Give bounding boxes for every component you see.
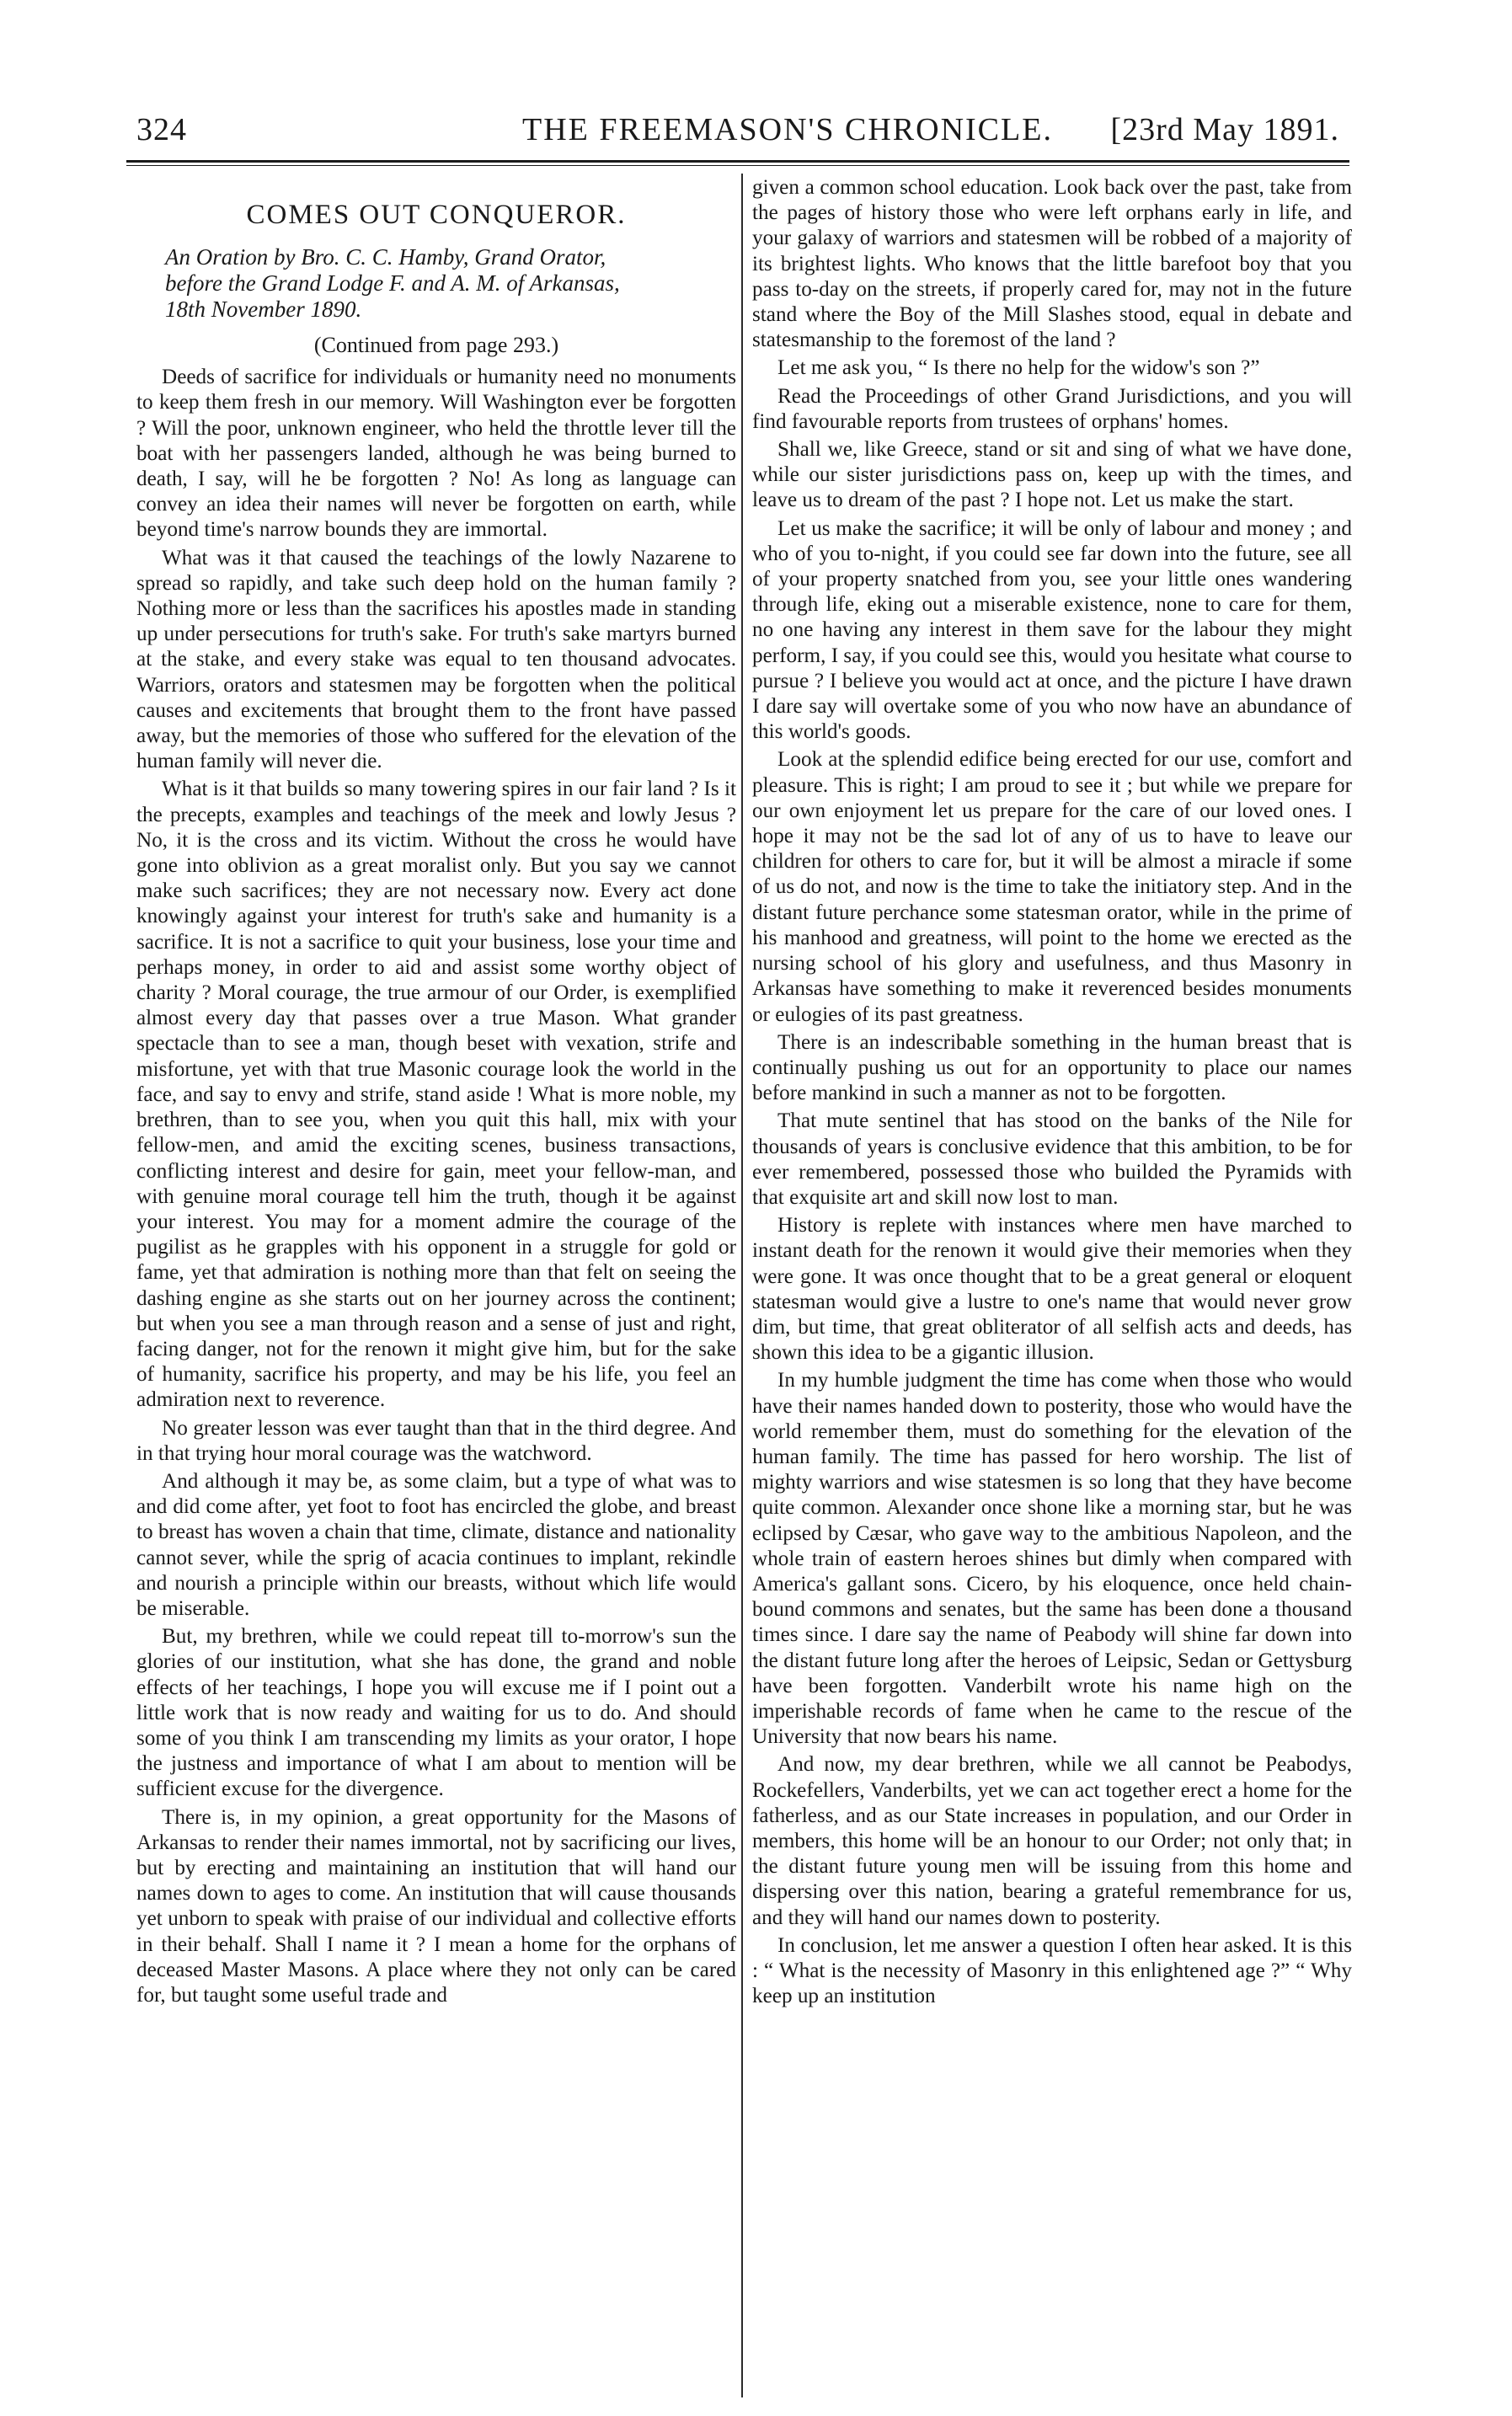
header-rule [126, 160, 1349, 163]
paragraph: Look at the splendid edifice being erected for our use, comfort and pleasure. This is right; I am proud to see it ; but while we prepare for our own enjoyment let us prepare for the care of our loved ones. I hope it may not be the sad lot of any of us to have to leave our children for others to care for, but it will be almost a miracle if some of us do not, and now is the time to take the initiatory step. And in the distant future perchance some statesman orator, while in the prime of his manhood and greatness, will point to the home we erected as the nursing school of his glory and usefulness, and thus Masonry in Arkansas have something to make it reverenced besides monuments or eulogies of its past greatness. [752, 748, 1352, 1026]
paragraph: There is an indescribable something in the human breast that is continually pushing us out for an opportunity to place our names before mankind in such a manner as not to be forgotten. [752, 1030, 1352, 1105]
paragraph: What was it that caused the teachings of the lowly Nazarene to spread so rapidly, and take such deep hold on the human family ? Nothing more or less than the sacrifices his apostles made in standing up under persecutions for truth's sake. For truth's sake martyrs burned at the stake, and every stake was equal to ten thousand advocates. Warriors, orators and statesmen may be forgotten when the political causes and excitements that brought them to the front have passed away, but the memories of those who suffered for the elevation of the human family will never die. [136, 546, 736, 773]
left-column [136, 175, 736, 2011]
issue-date: [23rd May 1891. [1110, 112, 1339, 147]
column-divider [741, 174, 743, 2397]
paragraph: given a common school education. Look back over the past, take from the pages of history those who were left orphans early in life, and your galaxy of warriors and statesmen will be robbed of a majority of its brightest lights. Who knows that the little barefoot boy that you pass to-day on the streets, if properly cared for, may not in the future stand where the Boy of the Mill Slashes stood, equal in debate and statesmanship to the foremost of the land ? [752, 176, 1352, 352]
right-column [752, 175, 1352, 2012]
subtitle-line: 18th November 1890. [165, 297, 362, 322]
paragraph: There is, in my opinion, a great opportunity for the Masons of Arkansas to render their names immortal, not by sacrificing our lives, but by erecting and maintaining an institution that will hand our names down to ages to come. An institution that will cause thousands yet unborn to speak with praise of our individual and collective efforts in their behalf. Shall I name it ? I mean a home for the orphans of deceased Master Masons. A place where they not only can be cared for, but taught some useful trade and [136, 1805, 736, 2007]
paragraph: What is it that builds so many towering spires in our fair land ? Is it the precepts, examples and teachings of the meek and lowly Jesus ? No, it is the cross and its victim. Without the cross he would have gone into oblivion as a great moralist only. But you say we cannot make such sacrifices; they are not necessary now. Every act done knowingly against your interest for truth's sake and humanity is a sacrifice. It is not a sacrifice to quit your business, lose your time and perhaps money, in order to aid and assist some worthy object of charity ? Moral courage, the true armour of our Order, is exemplified almost every day that passes over a true Mason. What grander spectacle than to see a man, though beset with vexation, strife and misfortune, yet with that true Masonic courage look the world in the face, and say to envy and strife, stand aside ! What is more noble, my brethren, than to see you, when you quit this hall, mix with your fellow-men, and amid the exciting scenes, business transactions, conflicting interest and desire for gain, meet your fellow-man, and with genuine moral courage tell him the truth, though it be against your interest. You may for a moment admire the courage of the pugilist as he grapples with his opponent in a struggle for gold or fame, yet that admiration is nothing more than that felt on seeing the dashing engine as she starts out on her journey across the continent; but when you see a man through reason and a sense of just and right, facing danger, not for the renown it might give him, but for the sake of humanity, sacrifice his property, and may be his life, you feel an admiration next to reverence. [136, 778, 736, 1412]
paragraph: In my humble judgment the time has come when those who would have their names handed down to posterity, those who would have the world remember them, must do something for the elevation of the human family. The time has passed for hero worship. The list of mighty warriors and wise statesmen is so long that they have become quite common. Alexander once shone like a morning star, but he was eclipsed by Cæsar, who gave way to the ambitious Napoleon, and the whole train of eastern heroes shines but dimly when compared with America's gallant sons. Cicero, by his eloquence, once held chain-bound commons and senates, but the same has been done a thousand times since. I dare say the name of Peabody will shine far down into the distant future long after the heroes of Leipsic, Sedan or Gettysburg have been forgotten. Vanderbilt wrote his name high on the imperishable records of fame when he came to the rescue of the University that now bears his name. [752, 1369, 1352, 1749]
paragraph: Shall we, like Greece, stand or sit and sing of what we have done, while our sister jurisdictions pass on, keep up with the times, and leave us to dream of the past ? I hope not. Let us make the start. [752, 438, 1352, 512]
paragraph: No greater lesson was ever taught than that in the third degree. And in that trying hour moral courage was the watchword. [136, 1416, 736, 1465]
paragraph: That mute sentinel that has stood on the banks of the Nile for thousands of years is conclusive evidence that this ambition, to be for ever remembered, possessed those who builded the Pyramids with that exquisite art and skill now lost to man. [752, 1109, 1352, 1209]
page-number: 324 [136, 112, 187, 147]
paragraph: And now, my dear brethren, while we all cannot be Peabodys, Rockefellers, Vanderbilts, yet we can act together erect a home for the fatherless, and as our State increases in population, and our Order in members, this home will be an honour to our Order; not only that; in the distant future young men will be issuing from this home and dispersing over this nation, bearing a grateful remembrance for us, and they will hand our names down to posterity. [752, 1753, 1352, 1929]
article-headline: COMES OUT CONQUEROR. [246, 200, 627, 230]
subtitle-line: An Oration by Bro. C. C. Hamby, Grand Orator, [165, 244, 606, 270]
paragraph: Let us make the sacrifice; it will be only of labour and money ; and who of you to-night, if you could see far down into the future, see all of your property snatched from you, see your little ones wandering through life, eking out a miserable existence, none to care for them, no one having any interest in them save for the labour they might perform, I say, if you could see this, would you hesitate what course to pursue ? I believe you would act at once, and the picture I have drawn I dare say will overtake some of you who now have an abundance of this world's goods. [752, 516, 1352, 744]
paragraph: In conclusion, let me answer a question I often hear asked. It is this : “ What is the necessity of Masonry in this enlightened age ?” “ Why keep up an institution [752, 1933, 1352, 2008]
paragraph: Let me ask you, “ Is there no help for the widow's son ?” [777, 356, 1260, 380]
paragraph: History is replete with instances where men have marched to instant death for the renown it would give their memories when they were gone. It was once thought that to be a great general or eloquent statesman would give a lustre to one's name that would never grow dim, but time, that great obliterator of all selfish acts and deeds, has shown this idea to be a gigantic illusion. [752, 1214, 1352, 1365]
article-subtitle [136, 244, 736, 323]
subtitle-line: before the Grand Lodge F. and A. M. of Arkansas, [165, 270, 620, 296]
paragraph: Deeds of sacrifice for individuals or humanity need no monuments to keep them fresh in our memory. Will Washington ever be forgotten ? Will the poor, unknown engineer, who held the throttle lever till the boat with her passengers landed, although he was being burned to death, I say, will he be forgotten ? No! As long as language can convey an idea their names will never be forgotten on earth, while beyond time's narrow bounds they are immortal. [136, 366, 736, 542]
publication-title: THE FREEMASON'S CHRONICLE. [522, 112, 1053, 147]
header-rule-thin [126, 165, 1349, 166]
page-header [126, 111, 1349, 162]
continued-note: (Continued from page 293.) [313, 333, 559, 357]
paragraph: And although it may be, as some claim, but a type of what was to and did come after, yet foot to foot has encircled the globe, and breast to breast has woven a chain that time, climate, distance and nationality cannot sever, while the sprig of acacia continues to implant, rekindle and nourish a principle within our breasts, without which life would be miserable. [136, 1469, 736, 1620]
paragraph: But, my brethren, while we could repeat till to-morrow's sun the glories of our institution, what she has done, the grand and noble effects of her teachings, I hope you will excuse me if I point out a little work that is now ready and waiting for us to do. And should some of you think I am transcending my limits as your orator, I hope the justness and importance of what I am about to mention will be sufficient excuse for the divergence. [136, 1625, 736, 1801]
paragraph: Read the Proceedings of other Grand Jurisdictions, and you will find favourable reports from trustees of orphans' homes. [752, 384, 1352, 433]
